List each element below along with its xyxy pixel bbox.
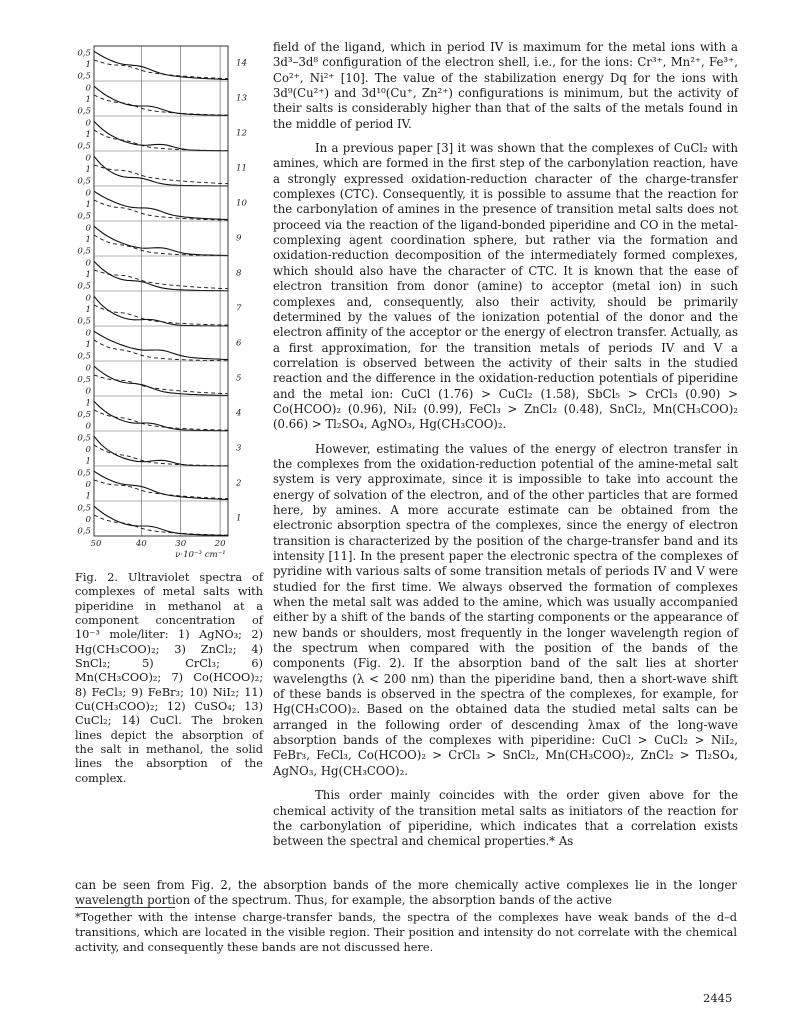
- y-tick-label: 0,5: [77, 351, 91, 362]
- curve-label: 1: [236, 513, 242, 524]
- salt-curve: [94, 305, 228, 325]
- y-tick-label: 1: [85, 60, 91, 70]
- paragraph-2: In a previous paper [3] it was shown that the complexes of CuCl₂ with amines, which are formed in the first step of the carbonylation reaction, have a strongly expressed oxidation-reduction character of the charge-transfer complexes (CTC). Consequently, it is possible to assume that the reaction for the carbonylation of amines in the presence of transition metal salts does not proceed via the reaction of the ligand-bonded piperidine and CO in the metal-complexing agent coordination sphere, but rather via the formation and oxidation-reduction decomposition of the intermediately formed complexes, which should also have the character of CTC. It is known that the ease of electron transition from donor (amine) to acceptor (metal ion) in such complexes and, consequently, also their activity, should be primarily determined by the values of the ionization potential of the donor and the electron affinity of the acceptor or the energy of electron transfer. Actually, as a first approximation, for the transition metals of periods IV and V a correlation is observed between the activity of their salts in the studied reaction and the difference in the oxidation-reduction potentials of piperidine and the metal ion: CuCl (1.76) > CuCl₂ (1.58), SbCl₅ > CrCl₃ (0.90) > Co(HCOO)₂ (0.96), NiI₂ (0.99), FeCl₃ > ZnCl₂ (0.48), SnCl₂, Mn(CH₃COO)₂ (0.66) > Tl₂SO₄, AgNO₃, Hg(CH₃COO)₂.: [273, 141, 738, 432]
- salt-curve: [94, 95, 228, 115]
- curve-label: 4: [236, 408, 242, 419]
- complex-curve: [94, 401, 228, 431]
- curve-label: 5: [236, 373, 242, 384]
- curve-label: 14: [236, 58, 247, 69]
- y-tick-label: 0,5: [77, 375, 91, 385]
- y-tick-label: 0,5: [77, 141, 91, 152]
- complex-curve: [94, 121, 228, 151]
- complex-curve: [94, 366, 228, 395]
- y-tick-label: 0,5: [77, 106, 91, 117]
- complex-curve: [94, 191, 228, 219]
- paragraph-1: field of the ligand, which in period IV is maximum for the metal ions with a 3d³–3d⁸ configuration of the electron shell, i.e., for the ions: Cr³⁺, Mn²⁺, Fe³⁺, Co²⁺, Ni²⁺ [10]. The value of the stabilization energy Dq for the ions with 3d⁹(Cu²⁺) and 3d¹⁰(Cu⁺, Zn²⁺) configurations is minimum, but the activity of their salts is considerably higher than that of the salts of the metals found in the middle of period IV.: [273, 40, 738, 131]
- y-tick-label: 0: [85, 515, 91, 525]
- curve-label: 8: [236, 268, 242, 279]
- y-tick-label: 0: [85, 223, 91, 234]
- y-tick-label: 0,5: [77, 316, 91, 327]
- complex-curve: [94, 51, 228, 79]
- y-tick-label: 0: [85, 293, 91, 304]
- spectra-plot: [60, 40, 270, 565]
- y-tick-label: 0: [85, 118, 91, 129]
- y-tick-label: 0: [85, 153, 91, 164]
- y-tick-label: 0: [85, 421, 91, 432]
- curve-label: 3: [236, 443, 242, 454]
- y-tick-label: 0: [85, 386, 91, 397]
- complex-curve: [94, 86, 228, 115]
- y-tick-label: 1: [85, 165, 91, 175]
- footnote-rule: [75, 907, 175, 908]
- y-tick-label: 0,5: [77, 71, 91, 82]
- complex-curve: [94, 296, 228, 326]
- y-tick-label: 1: [85, 491, 91, 502]
- curve-label: 7: [236, 303, 242, 314]
- salt-curve: [94, 165, 228, 184]
- y-tick-label: 0: [85, 363, 91, 374]
- curve-label: 9: [236, 233, 242, 244]
- y-tick-label: 1: [85, 305, 91, 315]
- salt-curve: [94, 445, 228, 466]
- y-tick-label: 1: [85, 398, 91, 409]
- salt-curve: [94, 410, 228, 430]
- y-tick-label: 0,5: [77, 281, 91, 292]
- y-tick-label: 0: [85, 83, 91, 94]
- salt-curve: [94, 270, 228, 289]
- y-tick-label: 1: [85, 130, 91, 140]
- salt-curve: [94, 60, 228, 79]
- salt-curve: [94, 515, 228, 535]
- y-tick-label: 0,5: [77, 410, 91, 420]
- right-column: [273, 40, 738, 850]
- salt-curve: [94, 235, 228, 256]
- paragraph-4: This order mainly coincides with the order given above for the chemical activity of the transition metal salts as initiators of the reaction for the carbonylation of piperidine, which indicates that a correlation exists between the spectral and chemical properties.* As: [273, 788, 738, 849]
- y-tick-label: 0: [85, 328, 91, 339]
- curve-label: 10: [236, 198, 247, 209]
- curve-label: 6: [236, 338, 242, 349]
- spectra-figure: [60, 40, 270, 565]
- y-tick-label: 0: [85, 188, 91, 199]
- complex-curve: [94, 261, 228, 291]
- salt-curve: [94, 200, 228, 220]
- x-tick-label: 20: [214, 539, 226, 549]
- curve-label: 11: [236, 163, 247, 174]
- y-tick-label: 1: [85, 235, 91, 245]
- y-tick-label: 0,5: [77, 48, 91, 59]
- x-tick-label: 30: [175, 539, 187, 549]
- x-tick-label: 40: [135, 539, 147, 549]
- complex-curve: [94, 471, 228, 499]
- y-tick-label: 0: [85, 258, 91, 269]
- curve-label: 12: [236, 128, 247, 139]
- y-tick-label: 1: [85, 95, 91, 105]
- y-tick-label: 0: [85, 480, 91, 490]
- y-tick-label: 1: [85, 270, 91, 280]
- paragraph-3: However, estimating the values of the energy of electron transfer in the complexes from the oxidation-reduction potential of the amine-metal salt system is very approximate, since it is impossible to take into account the energy of solvation of the electron, and of the other particles that are formed here, by amines. A more accurate estimate can be obtained from the electronic absorption spectra of the complexes, since the energy of electron transition is characterized by the position of the charge-transfer band and its intensity [11]. In the present paper the electronic spectra of the complexes of pyridine with various salts of some transition metals of periods IV and V were studied for the first time. We always observed the formation of complexes when the metal salt was added to the amine, which was usually accompanied either by a shift of the bands of the starting components or the appearance of new bands or shoulders, most frequently in the longer wavelength region of the spectrum when compared with the position of the bands of the components (Fig. 2). If the absorption band of the salt lies at shorter wavelengths (λ < 200 nm) than the piperidine band, then a short-wave shift of these bands is observed in the spectra of the complexes, for example, for Hg(CH₃COO)₂. Based on the obtained data the studied metal salts can be arranged in the following order of descending λmax of the long-wave absorption bands of the complexes with piperidine: CuCl > CuCl₂ > NiI₂, FeBr₃, FeCl₃, Co(HCOO)₂ > CrCl₃ > SnCl₂, Mn(CH₃COO)₂, ZnCl₂ > Tl₂SO₄, AgNO₃, Hg(CH₃COO)₂.: [273, 441, 738, 778]
- y-tick-label: 0,5: [77, 211, 91, 222]
- x-axis-label: ν·10⁻³ cm⁻¹: [175, 550, 226, 560]
- y-tick-label: 0,5: [77, 526, 91, 537]
- y-tick-label: 1: [85, 456, 91, 467]
- full-width-paragraph: can be seen from Fig. 2, the absorption bands of the more chemically active complexes lie in the longer wavelength portion of the spectrum. Thus, for example, the absorption bands of the active: [75, 878, 737, 908]
- y-tick-label: 0,5: [77, 176, 91, 187]
- x-tick-label: 50: [90, 539, 102, 549]
- salt-curve: [94, 480, 228, 499]
- page-number: 2445: [703, 991, 733, 1005]
- figure-caption: Fig. 2. Ultraviolet spectra of complexes of metal salts with piperidine in methanol at a component concentration of 10⁻³ mole/liter: 1) AgNO₃; 2) Hg(CH₃COO)₂; 3) ZnCl₂; 4) SnCl₂; 5) CrCl₃; 6) Mn(CH₃COO)₂; 7) Co(HCOO)₂; 8) FeCl₃; 9) FeBr₃; 10) NiI₂; 11) Cu(CH₃COO)₂; 12) CuSO₄; 13) CuCl₂; 14) CuCl. The broken lines depict the absorption of the salt in methanol, the solid lines the absorption of the complex.: [75, 571, 263, 785]
- salt-curve: [94, 130, 228, 151]
- complex-curve: [94, 506, 228, 535]
- y-tick-label: 0,5: [77, 246, 91, 257]
- y-tick-label: 0: [85, 445, 91, 455]
- curve-label: 13: [236, 93, 247, 104]
- complex-curve: [94, 331, 228, 359]
- y-tick-label: 1: [85, 200, 91, 210]
- complex-curve: [94, 156, 228, 186]
- complex-curve: [94, 226, 228, 255]
- y-tick-label: 0,5: [77, 468, 91, 479]
- y-tick-label: 0,5: [77, 503, 91, 514]
- curve-label: 2: [236, 478, 242, 489]
- y-tick-label: 0,5: [77, 433, 91, 444]
- complex-curve: [94, 436, 228, 466]
- footnote: *Together with the intense charge-transfer bands, the spectra of the complexes have weak bands of the d–d transitions, which are located in the visible region. Their position and intensity do not correlate with the chemical activity, and consequently these bands are not discussed here.: [75, 911, 737, 954]
- y-tick-label: 1: [85, 340, 91, 350]
